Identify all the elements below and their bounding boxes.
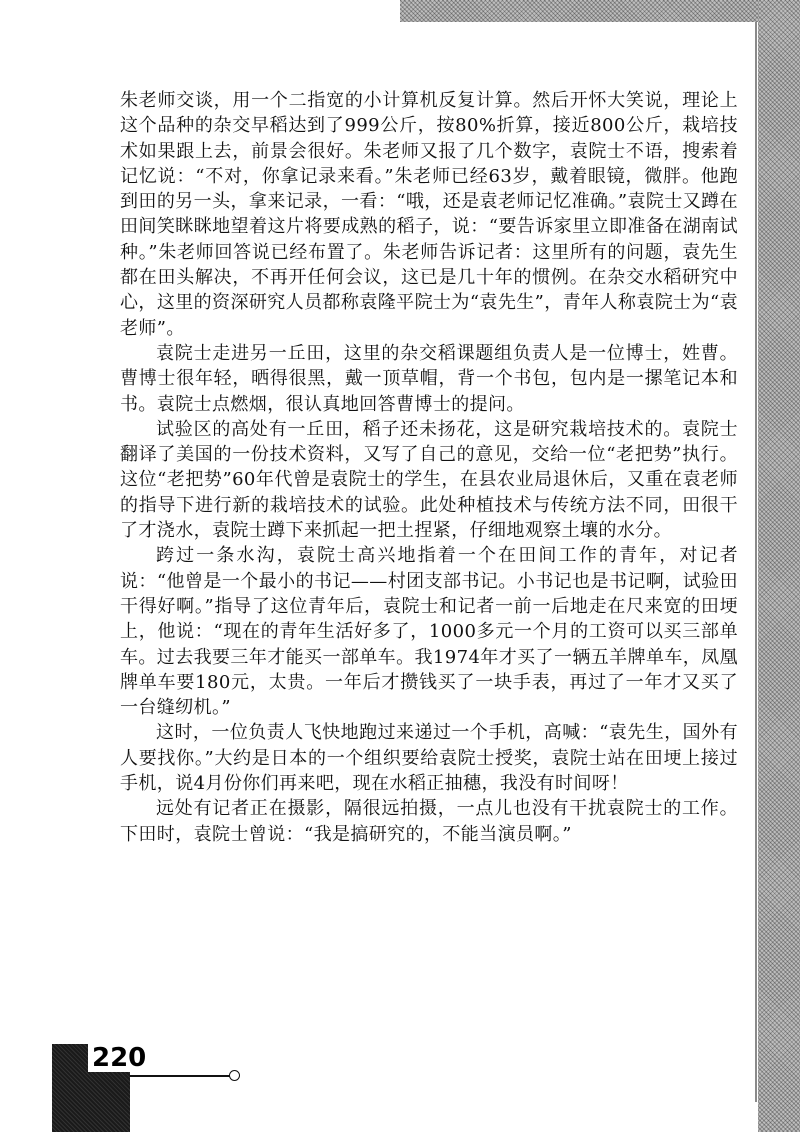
decorative-halftone-right — [758, 0, 800, 1132]
paragraph-1: 朱老师交谈，用一个二指宽的小计算机反复计算。然后开怀大笑说，理论上这个品种的杂交早稻达到了999公斤，按80%折算，接近800公斤，栽培技术如果跟上去，前景会很好。朱老师又报了几个数字，袁院士不语，搜索着记忆说：“不对，你拿记录来看。”朱老师已经63岁，戴着眼镜，微胖。他跑到田的另一头，拿来记录，一看：“哦，还是袁老师记忆准确。”袁院士又蹲在田间笑眯眯地望着这片将要成熟的稻子，说：“要告诉家里立即准备在湖南试种。”朱老师回答说已经布置了。朱老师告诉记者：这里所有的问题，袁先生都在田头解决，不再开任何会议，这已是几十年的惯例。在杂交水稻研究中心，这里的资深研究人员都称袁隆平院士为“袁先生”，青年人称袁院士为“袁老师”。 — [120, 90, 738, 339]
paragraph-5: 这时，一位负责人飞快地跑过来递过一个手机，高喊：“袁先生，国外有人要找你。”大约是日本的一个组织要给袁院士授奖，袁院士站在田埂上接过手机，说4月份你们再来吧，现在水稻正抽穗，我没有时间呀！ — [120, 722, 738, 795]
paragraph-3: 试验区的高处有一丘田，稻子还未扬花，这是研究栽培技术的。袁院士翻译了美国的一份技术资料，又写了自己的意见，交给一位“老把势”执行。这位“老把势”60年代曾是袁院士的学生，在县农业局退休后，又重在袁老师的指导下进行新的栽培技术的试验。此处种植技术与传统方法不同，田很干了才浇水，袁院士蹲下来抓起一把土捏紧，仔细地观察土壤的水分。 — [120, 418, 738, 542]
footer-rule — [130, 1075, 230, 1077]
paragraph-2: 袁院士走进另一丘田，这里的杂交稻课题组负责人是一位博士，姓曹。曹博士很年轻，晒得很黑，戴一顶草帽，背一个书包，包内是一摞笔记本和书。袁院士点燃烟，很认真地回答曹博士的提问。 — [120, 342, 738, 415]
footer-rule-circle-icon — [229, 1070, 240, 1081]
paragraph-6: 远处有记者正在摄影，隔很远拍摄，一点儿也没有干扰袁院士的工作。下田时，袁院士曾说：“我是搞研究的，不能当演员啊。” — [120, 798, 738, 845]
paragraph-4: 跨过一条水沟，袁院士高兴地指着一个在田间工作的青年，对记者说：“他曾是一个最小的书记——村团支部书记。小书记也是书记啊，试验田干得好啊。”指导了这位青年后，袁院士和记者一前一后地走在尺来宽的田埂上，他说：“现在的青年生活好多了，1000多元一个月的工资可以买三部单车。过去我要三年才能买一部单车。我1974年才买了一辆五羊牌单车，凤凰牌单车要180元，太贵。一年后才攒钱买了一块手表，再过了一年才又买了一台缝纫机。” — [120, 545, 738, 719]
page-number: 220 — [88, 1044, 150, 1072]
decorative-border-line — [755, 22, 757, 1102]
body-text — [120, 88, 738, 847]
decorative-halftone-top — [400, 0, 800, 22]
